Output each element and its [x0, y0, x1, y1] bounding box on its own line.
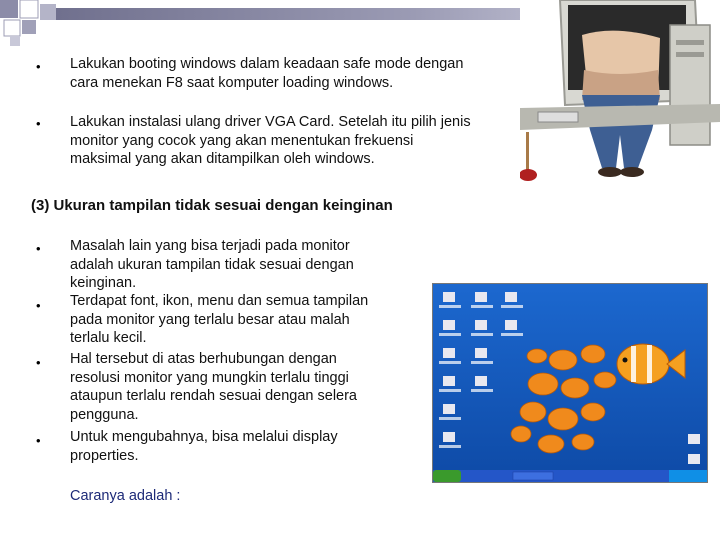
bullet-text-display-properties: Untuk mengubahnya, bisa melalui display properties.	[70, 429, 338, 464]
decorative-squares	[0, 0, 150, 50]
bullet-1: •	[36, 59, 41, 74]
bullet-text-safe-mode: Lakukan booting windows dalam keadaan safe mode dengan cara menekan F8 saat komputer loading windows.	[70, 56, 464, 91]
man-in-monitor-photo	[520, 0, 720, 185]
bullet-4: •	[36, 298, 41, 313]
bullet-text-resolution: Hal tersebut di atas berhubungan dengan resolusi monitor yang mungkin terlalu tinggi ataupun terlalu rendah sesuai dengan selera pengguna.	[70, 351, 357, 423]
bullet-text-vga-driver: Lakukan instalasi ulang driver VGA Card. Setelah itu pilih jenis monitor yang cocok yang akan menentukan frekuensi maksimal yang akan ditampilkan oleh windows.	[70, 114, 471, 167]
bullet-6: •	[36, 433, 41, 448]
bullet-3: •	[36, 241, 41, 256]
fish-wallpaper	[433, 284, 707, 482]
section-heading: (3) Ukuran tampilan tidak sesuai dengan keinginan	[31, 197, 393, 214]
bullet-text-size: Terdapat font, ikon, menu dan semua tampilan pada monitor yang terlalu besar atau malah terlalu kecil.	[70, 293, 369, 346]
desktop-screenshot	[432, 283, 708, 483]
bullet-2: •	[36, 116, 41, 131]
bullet-text-problem: Masalah lain yang bisa terjadi pada monitor adalah ukuran tampilan tidak sesuai dengan keinginan.	[70, 238, 354, 291]
bullet-5: •	[36, 355, 41, 370]
closing-text: Caranya adalah :	[70, 488, 181, 504]
